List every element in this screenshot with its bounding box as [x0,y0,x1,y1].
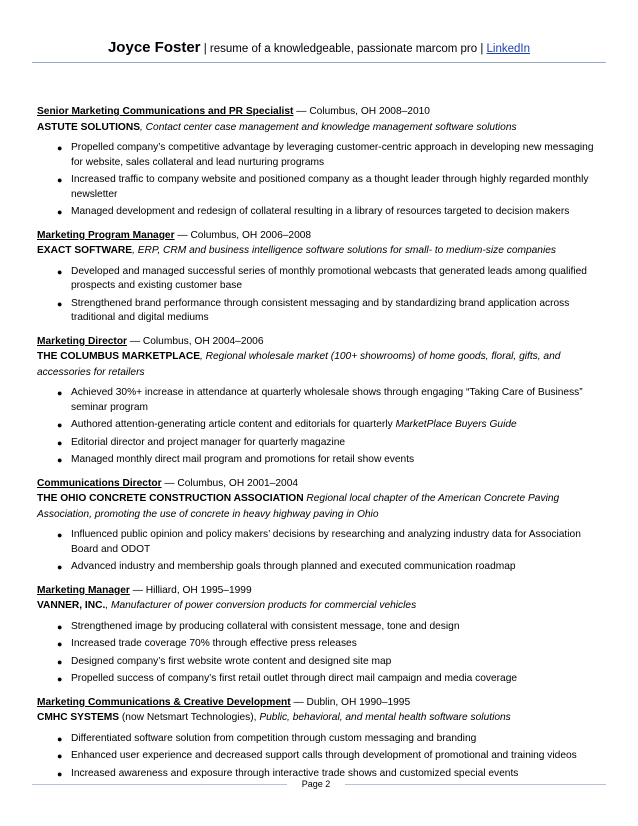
bullet-text: Enhanced user experience and decreased support calls through development of promotional and training videos [71,750,577,761]
job-title-line [37,228,605,244]
job-title-line [37,104,605,120]
list-item [37,749,605,764]
bullet-icon: ● [57,207,63,217]
list-item [37,655,605,670]
list-item [37,560,605,575]
bullet-icon: ● [57,751,63,761]
list-item [37,732,605,747]
company-name: THE COLUMBUS MARKETPLACE [37,351,200,362]
bullet-icon: ● [57,530,63,540]
job-location-dates: — Dublin, OH 1990–1995 [293,696,411,708]
list-item [37,205,605,220]
bullet-text: Strengthened brand performance through consistent messaging and by standardizing brand application across traditional and digital mediums [71,297,570,323]
company-name: VANNER, INC. [37,600,106,611]
company-line [37,349,605,380]
bullet-text: Differentiated software solution from competition through custom messaging and branding [71,732,477,744]
job-title-line [37,334,605,350]
bullet-text: Increased trade coverage 70% through effective press releases [71,638,357,649]
job-location-dates: — Hilliard, OH 1995–1999 [132,584,252,596]
company-line [37,491,605,522]
header-separator: | [203,43,207,55]
bullet-text: Strengthened image by producing collateral with consistent message, tone and design [71,620,460,632]
bullet-icon: ● [57,621,63,632]
bullet-text: Advanced industry and membership goals through planned and executed communication roadmap [71,561,516,572]
bullet-icon: ● [57,298,63,309]
company-line [37,243,605,259]
job-entry [37,228,605,326]
company-name: EXACT SOFTWARE [37,245,133,256]
job-location-dates: — Columbus, OH 2001–2004 [164,477,299,489]
company-note: (now Netsmart Technologies), [119,712,260,723]
company-description: Public, behavioral, and mental health software solutions [259,712,511,723]
job-entry [37,695,605,782]
publication-title: MarketPlace Buyers Guide [395,419,517,430]
bullet-icon: ● [57,733,63,744]
bullet-icon: ● [57,266,63,277]
resume-header [0,40,638,57]
bullet-icon: ● [57,175,63,185]
bullet-text: Developed and managed successful series of monthly promotional webcasts that generated leads among qualified prospects and existing customer base [71,265,587,291]
bullet-icon: ● [57,143,63,153]
company-description: , Contact center case management and knowledge management software solutions [140,121,517,133]
list-item [37,173,605,202]
footer-divider-right [345,784,606,785]
job-title: Marketing Communications & Creative Development [37,696,291,708]
job-location-dates: — Columbus, OH 2004–2006 [129,335,264,347]
bullet-icon: ● [57,420,63,430]
bullet-list [37,620,605,687]
job-title: Marketing Program Manager [37,229,175,241]
linkedin-link[interactable]: LinkedIn [486,43,531,55]
list-item [37,141,605,170]
list-item [37,436,605,451]
bullet-text: Increased awareness and exposure through interactive trade shows and customized special events [71,767,519,779]
bullet-text: Increased traffic to company website and positioned company as a thought leader through highly regarded monthly newsletter [71,174,589,200]
job-title-line [37,583,605,599]
list-item [37,528,605,557]
job-title: Marketing Director [37,335,128,347]
bullet-text: Designed company’s first website wrote content and designed site map [71,655,392,667]
list-item [37,297,605,326]
bullet-text: Managed development and redesign of collateral resulting in a library of resources targeted to decision makers [71,206,570,217]
bullet-text: Editorial director and project manager for quarterly magazine [71,436,346,448]
bullet-text: Propelled company’s competitive advantage by leveraging customer-centric approach in developing new messaging for website, sales collateral and lead nurturing programs [71,142,594,168]
list-item [37,265,605,294]
list-item [37,637,605,652]
bullet-list [37,732,605,782]
job-title: Communications Director [37,477,162,489]
bullet-icon: ● [57,674,63,684]
company-description: , Regional wholesale market (100+ showrooms) of home goods, floral, gifts, and accessories for retailers [37,351,561,378]
company-description: , Manufacturer of power conversion products for commercial vehicles [105,600,417,611]
bullet-icon: ● [57,656,63,667]
company-line [37,710,605,726]
header-divider [32,62,606,63]
list-item [37,386,605,415]
job-location-dates: — Columbus, OH 2006–2008 [177,229,312,241]
company-description: Regional local chapter of the American Concrete Paving Association, promoting the use of concrete in heavy highway paving in Ohio [37,493,560,520]
job-location-dates: — Columbus, OH 2008–2010 [296,106,430,117]
job-entry [37,334,605,468]
list-item [37,672,605,687]
company-name: CMHC SYSTEMS [37,712,120,723]
job-title-line [37,695,605,711]
company-description: , ERP, CRM and business intelligence software solutions for small- to medium-size companies [132,245,556,256]
page-number: Page 2 [301,779,331,789]
bullet-list [37,265,605,326]
list-item [37,620,605,635]
experience-section [37,104,605,789]
bullet-icon: ● [57,639,63,649]
bullet-text: Influenced public opinion and policy makers’ decisions by researching and analyzing industry data for Association Board and ODOT [71,529,581,555]
candidate-name: Joyce Foster [107,39,201,56]
header-separator: | [480,43,484,55]
company-line [37,120,605,136]
job-entry [37,104,605,220]
job-title: Marketing Manager [37,584,130,596]
job-title: Senior Marketing Communications and PR Specialist [37,106,294,117]
company-name: THE OHIO CONCRETE CONSTRUCTION ASSOCIATION [37,493,304,504]
job-entry [37,583,605,687]
header-tagline: resume of a knowledgeable, passionate marcom pro [209,43,478,55]
job-title-line [37,476,605,492]
bullet-icon: ● [57,768,63,779]
bullet-list [37,386,605,468]
company-name: ASTUTE SOLUTIONS [37,121,141,133]
bullet-list [37,141,605,220]
bullet-list [37,528,605,575]
footer-divider-left [32,784,287,785]
bullet-text: Managed monthly direct mail program and promotions for retail show events [71,454,415,465]
bullet-icon: ● [57,455,63,465]
bullet-text: Propelled success of company’s first retail outlet through direct mail campaign and media coverage [71,673,518,684]
company-line [37,598,605,614]
bullet-icon: ● [57,437,63,448]
bullet-text: Authored attention-generating article content and editorials for quarterly MarketPlace Buyers Guide [71,419,517,430]
job-entry [37,476,605,575]
list-item [37,418,605,433]
bullet-text: Achieved 30%+ increase in attendance at quarterly wholesale shows through engaging “Taking Care of Business” seminar program [71,387,583,413]
list-item [37,453,605,468]
bullet-icon: ● [57,562,63,572]
bullet-icon: ● [57,388,63,398]
